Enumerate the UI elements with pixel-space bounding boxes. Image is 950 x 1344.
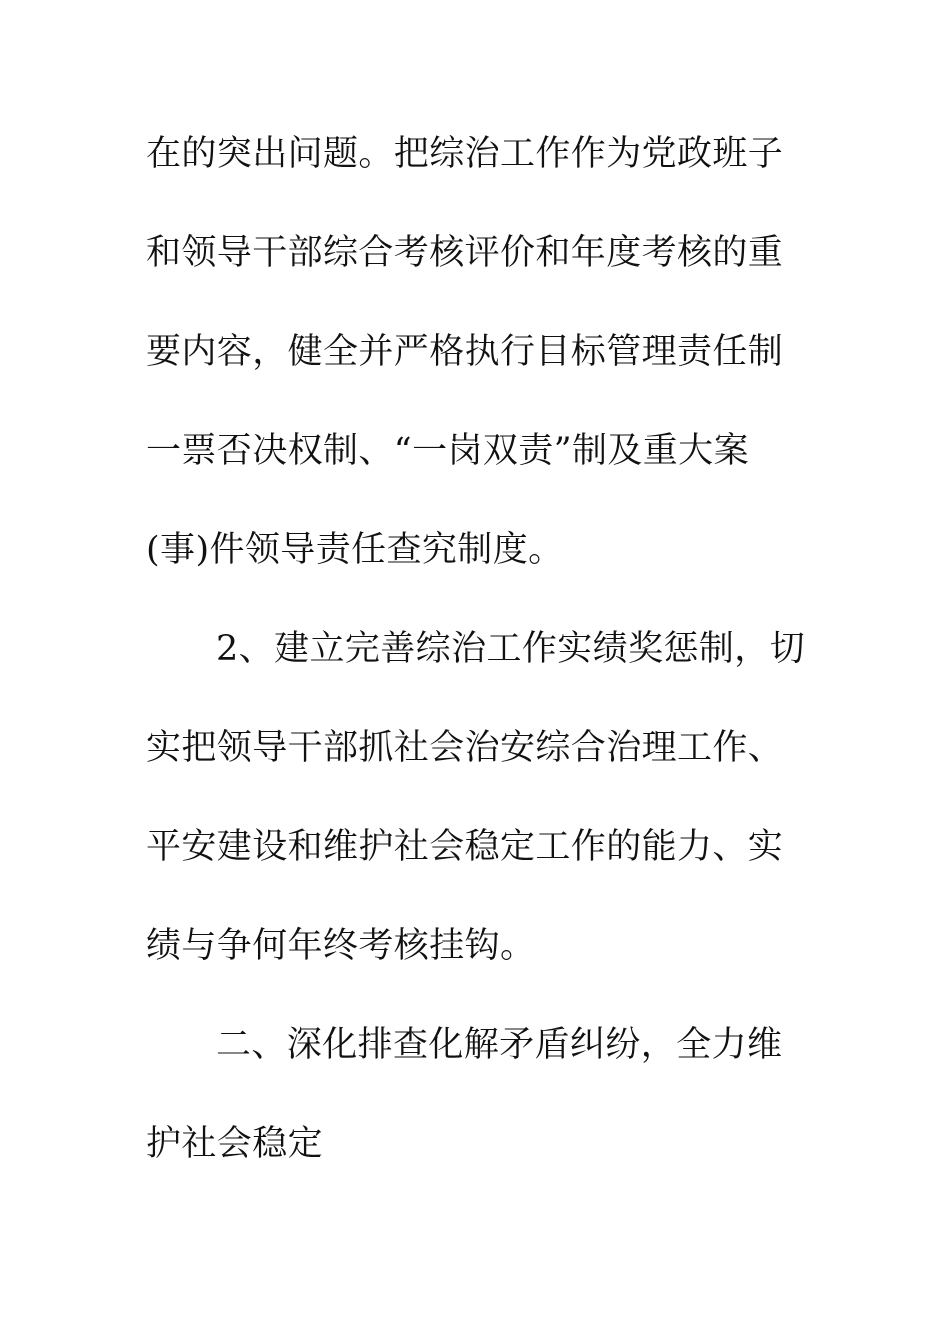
- section-heading-line: 二、深化排查化解矛盾纠纷，全力维: [216, 1025, 783, 1065]
- text-line: 在的突出问题。把综治工作作为党政班子: [146, 134, 784, 174]
- document-body: [146, 125, 826, 1214]
- text-line: 要内容，健全并严格执行目标管理责任制: [146, 332, 784, 372]
- text-line: 绩与争何年终考核挂钩。: [146, 926, 536, 966]
- text-line: 平安建设和维护社会稳定工作的能力、实: [146, 827, 784, 867]
- text-line: 实把领导干部抓社会治安综合治理工作、: [146, 728, 784, 768]
- text-line: 一票否决权制、“一岗双责”制及重大案: [146, 431, 749, 471]
- text-line: (事)件领导责任查究制度。: [146, 530, 564, 570]
- paragraph-start-line: 2、建立完善综治工作实绩奖惩制，切: [216, 629, 806, 669]
- text-line: 和领导干部综合考核评价和年度考核的重: [146, 233, 784, 273]
- section-heading-line: 护社会稳定: [146, 1124, 324, 1164]
